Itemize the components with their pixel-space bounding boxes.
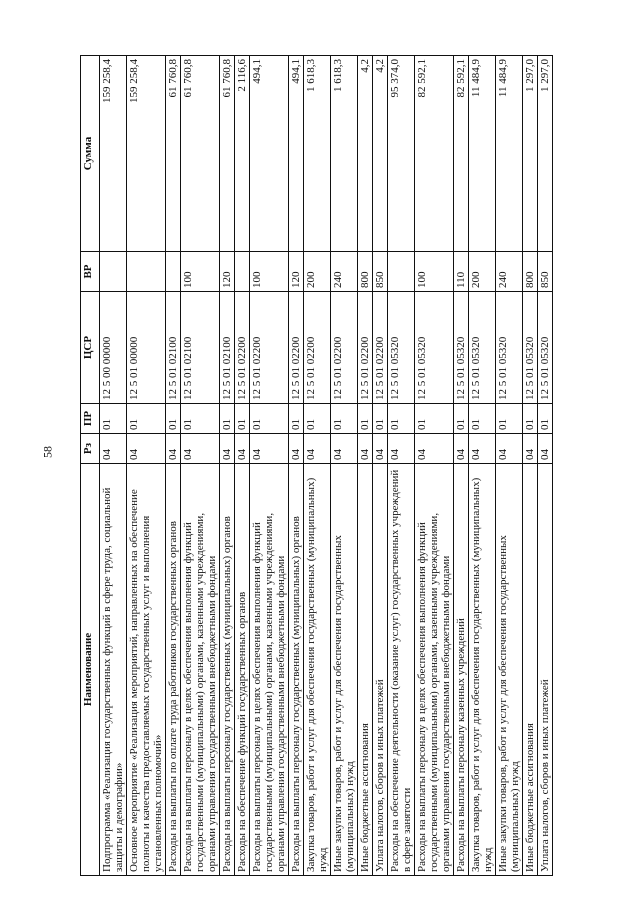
table-row (454, 56, 469, 876)
table-row (469, 56, 496, 876)
cell-sum: 4,2 (373, 56, 388, 252)
cell-rz: 04 (100, 434, 127, 464)
cell-vr: 200 (304, 252, 331, 292)
cell-sum: 494,1 (250, 56, 289, 252)
cell-vr (235, 252, 250, 292)
cell-rz: 04 (538, 434, 553, 464)
cell-vr: 100 (250, 252, 289, 292)
cell-sum: 61 760,8 (166, 56, 181, 252)
cell-name: Закупка товаров, работ и услуг для обеспечения государственных (муниципальных) нужд (304, 464, 331, 876)
cell-csr: 12 5 01 02100 (166, 292, 181, 404)
cell-vr: 100 (415, 252, 454, 292)
cell-pr: 01 (331, 404, 358, 434)
table-row (373, 56, 388, 876)
cell-rz: 04 (454, 434, 469, 464)
table-row (388, 56, 415, 876)
table-row (538, 56, 553, 876)
cell-name: Расходы на выплаты персоналу в целях обеспечения выполнения функций государственными (муниципальными) органами, казенными учреждениями, органами управления государственными внебюджетными фондами (415, 464, 454, 876)
cell-csr: 12 5 01 02200 (235, 292, 250, 404)
cell-pr: 01 (289, 404, 304, 434)
cell-vr: 240 (496, 252, 523, 292)
cell-rz: 04 (181, 434, 220, 464)
cell-csr: 12 5 01 05320 (523, 292, 538, 404)
table-row (415, 56, 454, 876)
cell-csr: 12 5 00 00000 (100, 292, 127, 404)
cell-name: Расходы на выплаты персоналу государственных (муниципальных) органов (220, 464, 235, 876)
cell-vr: 200 (469, 252, 496, 292)
cell-csr: 12 5 01 05320 (538, 292, 553, 404)
cell-sum: 1 297,0 (538, 56, 553, 252)
cell-csr: 12 5 01 05320 (496, 292, 523, 404)
table-row (523, 56, 538, 876)
header-pr: ПР (81, 404, 100, 434)
cell-sum: 95 374,0 (388, 56, 415, 252)
cell-csr: 12 5 01 02200 (373, 292, 388, 404)
cell-name: Иные закупки товаров, работ и услуг для обеспечения государственных (муниципальных) нужд (496, 464, 523, 876)
cell-pr: 01 (304, 404, 331, 434)
table-row (127, 56, 166, 876)
cell-pr: 01 (166, 404, 181, 434)
cell-rz: 04 (166, 434, 181, 464)
table-row (289, 56, 304, 876)
cell-csr: 12 5 01 02200 (289, 292, 304, 404)
budget-table (80, 55, 553, 876)
cell-name: Иные закупки товаров, работ и услуг для обеспечения государственных (муниципальных) нужд (331, 464, 358, 876)
cell-pr: 01 (454, 404, 469, 434)
cell-vr: 850 (373, 252, 388, 292)
cell-sum: 4,2 (358, 56, 373, 252)
cell-rz: 04 (127, 434, 166, 464)
cell-rz: 04 (469, 434, 496, 464)
cell-name: Расходы на выплаты по оплате труда работников государственных органов (166, 464, 181, 876)
cell-name: Расходы на обеспечение функций государственных органов (235, 464, 250, 876)
cell-sum: 159 258,4 (127, 56, 166, 252)
cell-pr: 01 (250, 404, 289, 434)
table-header-row (81, 56, 100, 876)
cell-csr: 12 5 01 02200 (331, 292, 358, 404)
cell-rz: 04 (415, 434, 454, 464)
cell-sum: 82 592,1 (454, 56, 469, 252)
cell-sum: 82 592,1 (415, 56, 454, 252)
cell-vr: 120 (220, 252, 235, 292)
cell-pr: 01 (523, 404, 538, 434)
cell-sum: 11 484,9 (469, 56, 496, 252)
cell-vr: 800 (358, 252, 373, 292)
cell-csr: 12 5 01 02200 (304, 292, 331, 404)
cell-vr (100, 252, 127, 292)
table-row (100, 56, 127, 876)
cell-name: Расходы на выплаты персоналу в целях обеспечения выполнения функций государственными (муниципальными) органами, казенными учреждениями, органами управления государственными внебюджетными фондами (250, 464, 289, 876)
cell-vr: 800 (523, 252, 538, 292)
cell-name: Расходы на обеспечение деятельности (оказание услуг) государственных учреждений в сфере занятости (388, 464, 415, 876)
cell-name: Расходы на выплаты персоналу казенных учреждений (454, 464, 469, 876)
cell-name: Закупка товаров, работ и услуг для обеспечения государственных (муниципальных) нужд (469, 464, 496, 876)
cell-csr: 12 5 01 02200 (250, 292, 289, 404)
cell-vr (166, 252, 181, 292)
cell-pr: 01 (373, 404, 388, 434)
cell-vr: 100 (181, 252, 220, 292)
cell-rz: 04 (304, 434, 331, 464)
cell-pr: 01 (496, 404, 523, 434)
cell-pr: 01 (358, 404, 373, 434)
cell-csr: 12 5 01 02100 (220, 292, 235, 404)
cell-sum: 11 484,9 (496, 56, 523, 252)
cell-pr: 01 (220, 404, 235, 434)
cell-sum: 159 258,4 (100, 56, 127, 252)
cell-name: Уплата налогов, сборов и иных платежей (373, 464, 388, 876)
cell-rz: 04 (235, 434, 250, 464)
cell-name: Расходы на выплаты персоналу государственных (муниципальных) органов (289, 464, 304, 876)
cell-rz: 04 (373, 434, 388, 464)
cell-pr: 01 (469, 404, 496, 434)
cell-csr: 12 5 01 05320 (469, 292, 496, 404)
cell-sum: 61 760,8 (220, 56, 235, 252)
header-vr: ВР (81, 252, 100, 292)
cell-pr: 01 (100, 404, 127, 434)
header-csr: ЦСР (81, 292, 100, 404)
table-row (181, 56, 220, 876)
budget-table-container (80, 56, 580, 876)
cell-csr: 12 5 01 05320 (388, 292, 415, 404)
table-row (166, 56, 181, 876)
cell-csr: 12 5 01 05320 (454, 292, 469, 404)
cell-rz: 04 (289, 434, 304, 464)
cell-rz: 04 (388, 434, 415, 464)
table-row (250, 56, 289, 876)
table-row (331, 56, 358, 876)
cell-sum: 1 618,3 (331, 56, 358, 252)
table-row (235, 56, 250, 876)
table-row (496, 56, 523, 876)
cell-name: Иные бюджетные ассигнования (358, 464, 373, 876)
table-row (304, 56, 331, 876)
cell-sum: 61 760,8 (181, 56, 220, 252)
table-row (220, 56, 235, 876)
cell-sum: 1 618,3 (304, 56, 331, 252)
cell-rz: 04 (358, 434, 373, 464)
cell-rz: 04 (523, 434, 538, 464)
cell-vr (127, 252, 166, 292)
cell-sum: 1 297,0 (523, 56, 538, 252)
cell-sum: 494,1 (289, 56, 304, 252)
header-sum: Сумма (81, 56, 100, 252)
cell-vr: 120 (289, 252, 304, 292)
cell-vr: 110 (454, 252, 469, 292)
cell-csr: 12 5 01 02200 (358, 292, 373, 404)
cell-sum: 2 116,6 (235, 56, 250, 252)
cell-csr: 12 5 01 00000 (127, 292, 166, 404)
header-name: Наименование (81, 464, 100, 876)
header-rz: Рз (81, 434, 100, 464)
cell-rz: 04 (250, 434, 289, 464)
cell-rz: 04 (496, 434, 523, 464)
cell-rz: 04 (220, 434, 235, 464)
cell-csr: 12 5 01 02100 (181, 292, 220, 404)
cell-pr: 01 (235, 404, 250, 434)
cell-name: Расходы на выплаты персоналу в целях обеспечения выполнения функций государственными (муниципальными) органами, казенными учреждениями, органами управления государственными внебюджетными фондами (181, 464, 220, 876)
cell-vr: 850 (538, 252, 553, 292)
cell-csr: 12 5 01 05320 (415, 292, 454, 404)
cell-pr: 01 (181, 404, 220, 434)
cell-name: Основное мероприятие «Реализация мероприятий, направленных на обеспечение полноты и качества предоставляемых государственных услуг и выполнения установленных полномочий» (127, 464, 166, 876)
page-number: 58 (40, 446, 55, 458)
cell-rz: 04 (331, 434, 358, 464)
cell-name: Уплата налогов, сборов и иных платежей (538, 464, 553, 876)
cell-pr: 01 (538, 404, 553, 434)
cell-pr: 01 (127, 404, 166, 434)
cell-vr (388, 252, 415, 292)
cell-pr: 01 (388, 404, 415, 434)
cell-vr: 240 (331, 252, 358, 292)
cell-pr: 01 (415, 404, 454, 434)
cell-name: Иные бюджетные ассигнования (523, 464, 538, 876)
table-row (358, 56, 373, 876)
cell-name: Подпрограмма «Реализация государственных функций в сфере труда, социальной защиты и демографии» (100, 464, 127, 876)
